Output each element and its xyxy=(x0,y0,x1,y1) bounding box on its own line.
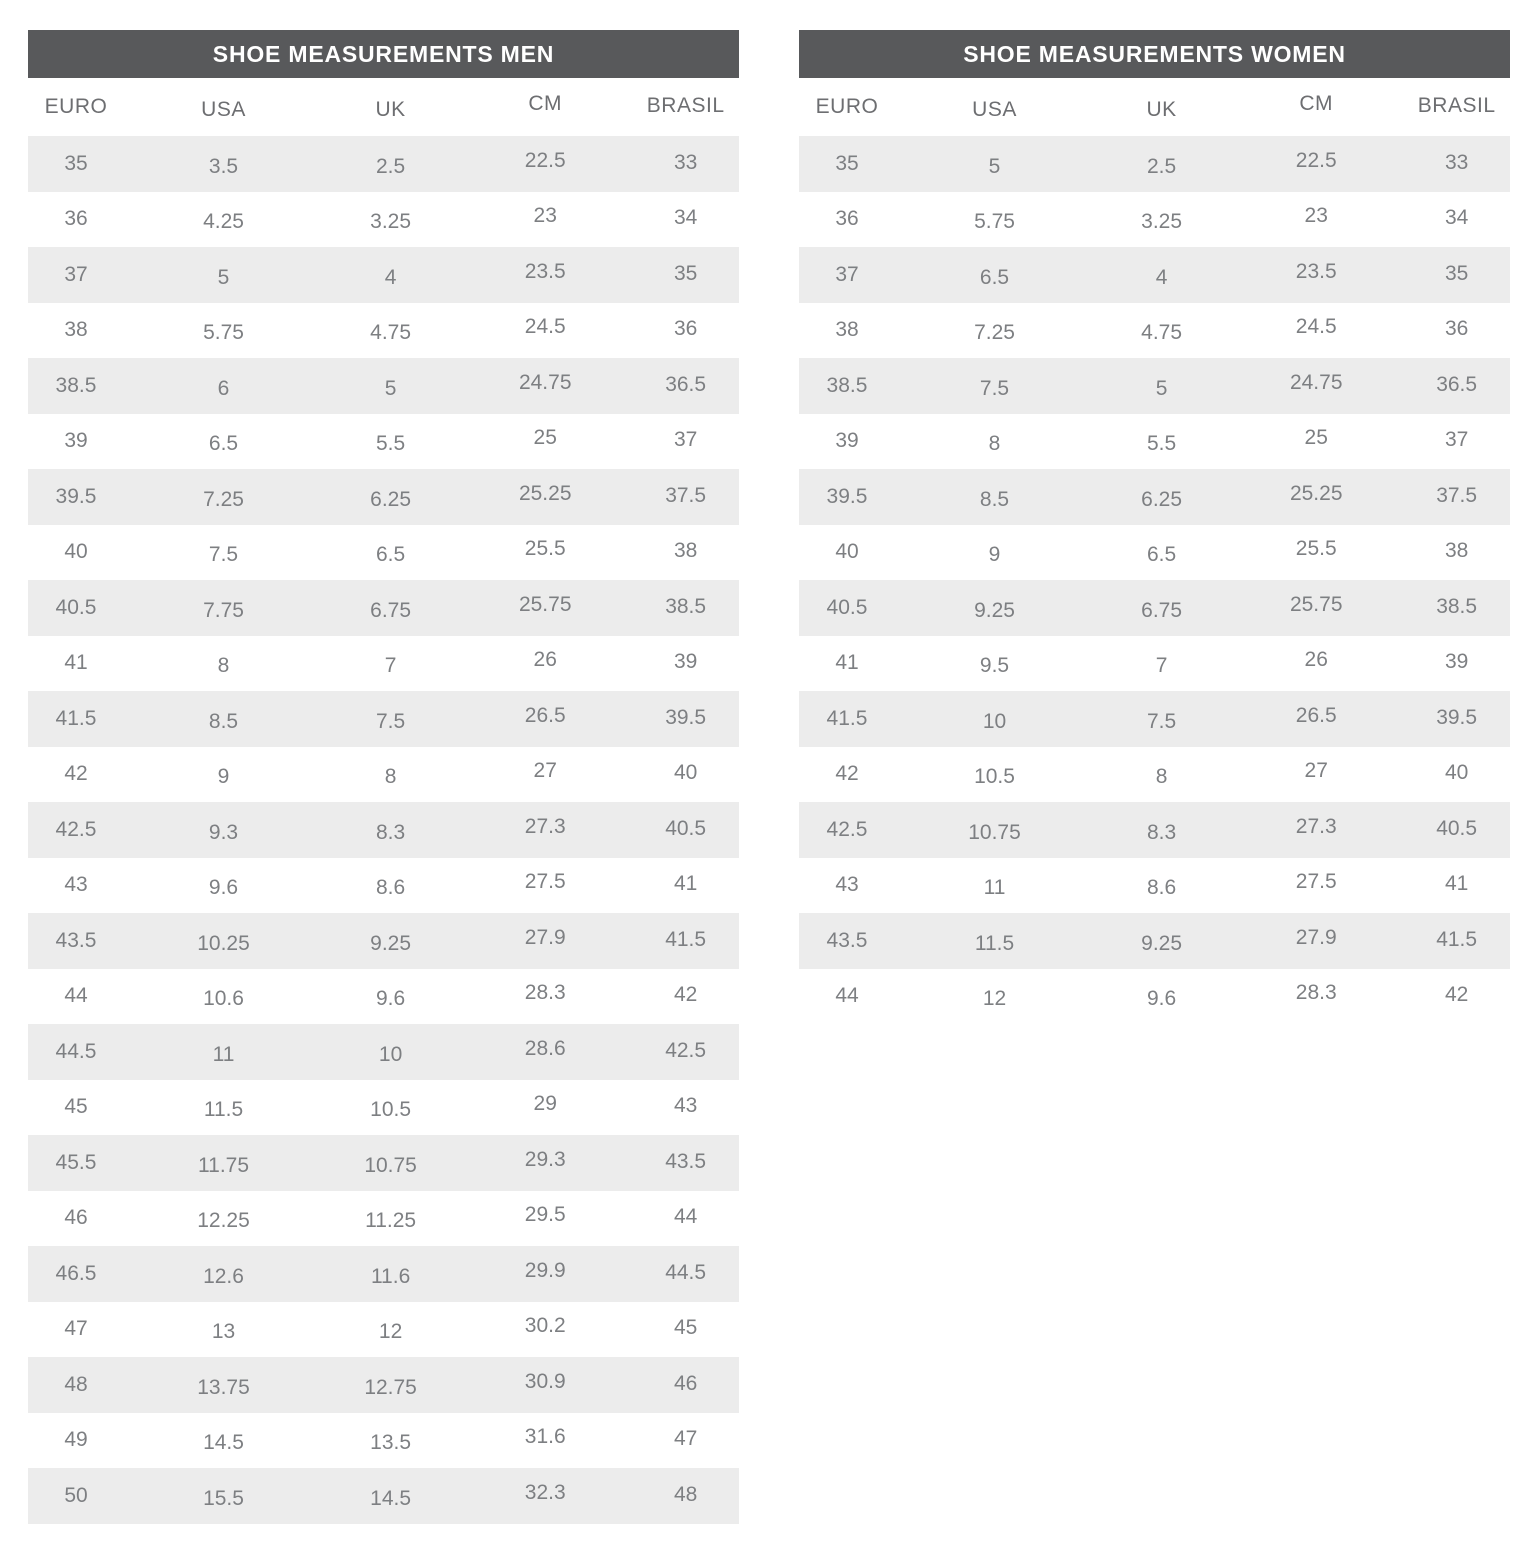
size-cell: 12 xyxy=(378,1320,403,1344)
size-cell: 27.5 xyxy=(524,870,566,894)
size-cell: 8 xyxy=(1155,765,1168,789)
size-cell: 6.5 xyxy=(1147,543,1177,567)
size-cell: 39.5 xyxy=(1436,705,1478,729)
table-body xyxy=(799,136,1510,1024)
size-cell: 9 xyxy=(988,543,1001,567)
column-header-uk: UK xyxy=(1146,98,1177,121)
size-cell: 10.75 xyxy=(364,1153,417,1177)
size-cell: 24.5 xyxy=(524,315,566,339)
table-row xyxy=(28,969,739,1025)
table-row xyxy=(28,747,739,803)
size-cell: 27.9 xyxy=(1295,925,1337,949)
size-cell: 5 xyxy=(217,265,230,289)
size-cell: 25.75 xyxy=(518,592,572,616)
size-cell: 38.5 xyxy=(55,373,97,397)
size-cell: 44 xyxy=(673,1205,698,1229)
size-cell: 26.5 xyxy=(524,703,566,727)
size-cell: 35 xyxy=(1444,261,1469,285)
size-cell: 8.3 xyxy=(1147,820,1177,844)
size-cell: 4.25 xyxy=(203,210,244,234)
size-cell: 43 xyxy=(835,873,859,897)
size-cell: 41 xyxy=(1444,872,1469,896)
size-cell: 27.3 xyxy=(524,814,566,838)
size-cell: 9.25 xyxy=(370,931,412,955)
size-cell: 27 xyxy=(1304,759,1328,783)
size-cell: 26.5 xyxy=(1295,703,1337,727)
men-size-table xyxy=(28,30,739,1524)
table-row xyxy=(799,525,1510,581)
women-table-title-bar xyxy=(799,30,1510,78)
table-row xyxy=(28,136,739,192)
table-row xyxy=(28,1191,739,1247)
table-row xyxy=(799,747,1510,803)
size-cell: 40 xyxy=(64,540,88,564)
size-cell: 24.75 xyxy=(518,370,572,394)
size-cell: 6.5 xyxy=(208,432,239,456)
table-row xyxy=(28,192,739,248)
table-row xyxy=(28,1468,739,1524)
size-cell: 4.75 xyxy=(370,321,412,345)
size-cell: 38.5 xyxy=(665,594,707,618)
size-cell: 11.25 xyxy=(365,1209,417,1233)
size-cell: 43.5 xyxy=(55,928,97,952)
table-row xyxy=(799,358,1510,414)
table-title: SHOE MEASUREMENTS WOMEN xyxy=(963,40,1346,67)
size-cell: 9 xyxy=(217,765,230,789)
size-cell: 25.25 xyxy=(518,481,572,505)
size-cell: 9.6 xyxy=(208,876,239,900)
size-cell: 5.75 xyxy=(203,321,244,345)
size-cell: 29.9 xyxy=(524,1258,566,1282)
size-cell: 12 xyxy=(982,987,1007,1011)
size-cell: 9.3 xyxy=(208,820,239,844)
size-cell: 10.5 xyxy=(974,765,1015,789)
size-cell: 39.5 xyxy=(55,484,97,508)
size-cell: 43.5 xyxy=(665,1149,707,1173)
size-cell: 44 xyxy=(64,984,88,1008)
column-header-brasil: BRASIL xyxy=(1417,94,1496,117)
size-cell: 43.5 xyxy=(826,928,868,952)
size-cell: 41 xyxy=(835,651,859,675)
table-row xyxy=(799,136,1510,192)
women-size-table xyxy=(799,30,1510,1524)
size-cell: 40 xyxy=(1444,761,1469,785)
size-cell: 7.5 xyxy=(979,376,1010,400)
size-cell: 48 xyxy=(673,1482,698,1506)
size-cell: 34 xyxy=(673,206,698,230)
table-row xyxy=(28,303,739,359)
size-cell: 45 xyxy=(64,1095,88,1119)
table-row xyxy=(28,247,739,303)
size-cell: 38 xyxy=(64,318,88,342)
size-cell: 23 xyxy=(1304,204,1328,228)
size-cell: 42 xyxy=(64,762,88,786)
size-cell: 22.5 xyxy=(1295,148,1337,172)
size-cell: 48 xyxy=(64,1372,88,1396)
size-cell: 13.5 xyxy=(370,1431,412,1455)
size-cell: 7.5 xyxy=(376,709,406,733)
size-cell: 24.5 xyxy=(1295,315,1337,339)
size-cell: 45 xyxy=(673,1316,698,1340)
size-cell: 33 xyxy=(1444,150,1469,174)
size-cell: 29 xyxy=(533,1092,557,1116)
men-table-title-bar xyxy=(28,30,739,78)
size-cell: 28.6 xyxy=(524,1036,566,1060)
table-row xyxy=(28,1357,739,1413)
table-row xyxy=(28,580,739,636)
size-cell: 38 xyxy=(1444,539,1469,563)
size-cell: 31.6 xyxy=(524,1425,566,1449)
size-cell: 49 xyxy=(64,1428,88,1452)
size-cell: 42 xyxy=(835,762,859,786)
size-cell: 23.5 xyxy=(524,259,566,283)
size-cell: 8.6 xyxy=(1147,876,1177,900)
size-cell: 40.5 xyxy=(665,816,707,840)
size-cell: 37.5 xyxy=(665,483,707,507)
table-row xyxy=(28,414,739,470)
size-cell: 38.5 xyxy=(826,373,868,397)
size-cell: 38.5 xyxy=(1436,594,1478,618)
table-row xyxy=(28,525,739,581)
table-body xyxy=(28,136,739,1524)
size-cell: 13 xyxy=(211,1320,236,1344)
column-header-uk: UK xyxy=(375,98,406,121)
size-cell: 42.5 xyxy=(826,817,868,841)
table-row xyxy=(799,802,1510,858)
column-header-euro: EURO xyxy=(815,95,879,118)
column-header-usa: USA xyxy=(201,98,246,121)
size-cell: 34 xyxy=(1444,206,1469,230)
size-cell: 7.25 xyxy=(203,487,244,511)
table-row xyxy=(28,1302,739,1358)
size-cell: 11 xyxy=(212,1042,235,1066)
size-cell: 10.75 xyxy=(968,820,1021,844)
size-cell: 43 xyxy=(64,873,88,897)
size-cell: 41.5 xyxy=(826,706,868,730)
size-cell: 44.5 xyxy=(665,1260,707,1284)
size-cell: 4 xyxy=(1155,265,1168,289)
size-cell: 10 xyxy=(378,1042,403,1066)
size-cell: 37 xyxy=(64,262,88,286)
size-cell: 2.5 xyxy=(376,154,406,178)
size-cell: 41 xyxy=(64,651,88,675)
size-cell: 44.5 xyxy=(55,1039,97,1063)
size-cell: 30.2 xyxy=(524,1314,566,1338)
size-cell: 9.25 xyxy=(1141,931,1183,955)
size-cell: 46.5 xyxy=(55,1261,97,1285)
size-cell: 5 xyxy=(988,154,1001,178)
size-cell: 11.5 xyxy=(203,1098,244,1122)
size-cell: 5 xyxy=(1155,376,1168,400)
table-row xyxy=(28,691,739,747)
size-cell: 5.75 xyxy=(974,210,1015,234)
size-cell: 7 xyxy=(384,654,397,678)
column-header-row xyxy=(28,78,739,136)
size-cell: 3.25 xyxy=(1141,210,1183,234)
size-cell: 32.3 xyxy=(524,1480,566,1504)
size-cell: 44 xyxy=(835,984,859,1008)
size-cell: 23 xyxy=(533,204,557,228)
table-row xyxy=(28,913,739,969)
size-cell: 28.3 xyxy=(1295,981,1337,1005)
size-cell: 47 xyxy=(673,1427,698,1451)
size-cell: 42 xyxy=(673,983,698,1007)
size-cell: 39 xyxy=(673,650,698,674)
size-cell: 46 xyxy=(673,1371,698,1395)
size-cell: 25.5 xyxy=(524,537,566,561)
size-cell: 25.25 xyxy=(1289,481,1343,505)
size-cell: 27.5 xyxy=(1295,870,1337,894)
size-cell: 8 xyxy=(384,765,397,789)
size-cell: 12.75 xyxy=(364,1375,417,1399)
size-cell: 5.5 xyxy=(376,432,406,456)
column-header-row xyxy=(799,78,1510,136)
size-cell: 37 xyxy=(673,428,698,452)
table-row xyxy=(799,469,1510,525)
size-cell: 36 xyxy=(673,317,698,341)
size-cell: 40.5 xyxy=(1436,816,1478,840)
size-cell: 4.75 xyxy=(1141,321,1183,345)
size-cell: 13.75 xyxy=(197,1375,250,1399)
size-cell: 36.5 xyxy=(665,372,707,396)
size-cell: 7 xyxy=(1155,654,1168,678)
size-cell: 40.5 xyxy=(826,595,868,619)
size-cell: 25 xyxy=(1304,426,1328,450)
size-cell: 37 xyxy=(1444,428,1469,452)
table-row xyxy=(28,802,739,858)
size-cell: 4 xyxy=(384,265,397,289)
size-cell: 8 xyxy=(988,432,1001,456)
size-cell: 6 xyxy=(217,376,230,400)
size-cell: 39.5 xyxy=(826,484,868,508)
table-row xyxy=(28,1413,739,1469)
table-row xyxy=(28,469,739,525)
size-cell: 12.6 xyxy=(203,1264,244,1288)
size-cell: 8.6 xyxy=(376,876,406,900)
size-cell: 5.5 xyxy=(1147,432,1177,456)
size-cell: 36 xyxy=(64,207,88,231)
table-row xyxy=(799,192,1510,248)
size-cell: 9.25 xyxy=(974,598,1015,622)
table-row xyxy=(799,913,1510,969)
size-cell: 2.5 xyxy=(1147,154,1177,178)
size-cell: 42.5 xyxy=(665,1038,707,1062)
size-cell: 27.9 xyxy=(524,925,566,949)
table-row xyxy=(799,247,1510,303)
size-cell: 42 xyxy=(1444,983,1469,1007)
size-cell: 11.5 xyxy=(974,931,1015,955)
size-cell: 25.5 xyxy=(1295,537,1337,561)
size-cell: 14.5 xyxy=(370,1486,412,1510)
size-cell: 27.3 xyxy=(1295,814,1337,838)
size-cell: 38 xyxy=(673,539,698,563)
size-cell: 11.75 xyxy=(198,1153,250,1177)
size-cell: 3.5 xyxy=(208,154,239,178)
size-cell: 7.5 xyxy=(1147,709,1177,733)
table-row xyxy=(28,1246,739,1302)
size-cell: 39 xyxy=(1444,650,1469,674)
size-cell: 22.5 xyxy=(524,148,566,172)
size-cell: 37.5 xyxy=(1436,483,1478,507)
size-cell: 40 xyxy=(673,761,698,785)
size-cell: 39.5 xyxy=(665,705,707,729)
size-cell: 50 xyxy=(64,1483,88,1507)
size-cell: 5 xyxy=(384,376,397,400)
size-cell: 8.5 xyxy=(979,487,1010,511)
size-cell: 10.5 xyxy=(370,1098,412,1122)
size-cell: 26 xyxy=(533,648,557,672)
size-cell: 6.5 xyxy=(979,265,1010,289)
table-row xyxy=(799,636,1510,692)
size-cell: 3.25 xyxy=(370,210,412,234)
table-row xyxy=(799,303,1510,359)
size-cell: 6.25 xyxy=(1141,487,1183,511)
size-cell: 30.9 xyxy=(524,1369,566,1393)
size-cell: 43 xyxy=(673,1094,698,1118)
column-header-usa: USA xyxy=(972,98,1017,121)
table-row xyxy=(799,969,1510,1025)
table-row xyxy=(28,1080,739,1136)
size-cell: 39 xyxy=(835,429,859,453)
size-cell: 29.5 xyxy=(524,1203,566,1227)
size-cell: 11 xyxy=(983,876,1006,900)
table-title: SHOE MEASUREMENTS MEN xyxy=(212,40,555,67)
size-cell: 40.5 xyxy=(55,595,97,619)
size-cell: 36.5 xyxy=(1436,372,1478,396)
table-row xyxy=(28,1135,739,1191)
table-row xyxy=(799,580,1510,636)
column-header-brasil: BRASIL xyxy=(646,94,725,117)
size-cell: 33 xyxy=(673,150,698,174)
size-cell: 36 xyxy=(835,207,859,231)
size-cell: 41.5 xyxy=(665,927,707,951)
size-cell: 7.75 xyxy=(203,598,244,622)
size-cell: 45.5 xyxy=(55,1150,97,1174)
size-cell: 37 xyxy=(835,262,859,286)
size-cell: 7.25 xyxy=(974,321,1015,345)
size-cell: 25.75 xyxy=(1289,592,1343,616)
size-cell: 38 xyxy=(835,318,859,342)
size-cell: 8.5 xyxy=(208,709,239,733)
size-cell: 47 xyxy=(64,1317,88,1341)
table-row xyxy=(28,636,739,692)
size-cell: 6.75 xyxy=(370,598,412,622)
size-cell: 35 xyxy=(673,261,698,285)
size-cell: 46 xyxy=(64,1206,88,1230)
size-cell: 10.6 xyxy=(203,987,244,1011)
size-cell: 39 xyxy=(64,429,88,453)
size-cell: 12.25 xyxy=(197,1209,250,1233)
size-cell: 41.5 xyxy=(55,706,97,730)
size-cell: 8.3 xyxy=(376,820,406,844)
size-cell: 41 xyxy=(673,872,698,896)
size-cell: 6.5 xyxy=(376,543,406,567)
size-cell: 9.6 xyxy=(1147,987,1177,1011)
size-cell: 10.25 xyxy=(197,931,250,955)
table-row xyxy=(28,358,739,414)
size-cell: 14.5 xyxy=(203,1431,244,1455)
size-cell: 8 xyxy=(217,654,230,678)
size-cell: 11.6 xyxy=(370,1264,411,1288)
size-cell: 6.25 xyxy=(370,487,412,511)
table-row xyxy=(799,858,1510,914)
size-cell: 25 xyxy=(533,426,557,450)
size-cell: 41.5 xyxy=(1436,927,1478,951)
size-cell: 10 xyxy=(982,709,1007,733)
size-cell: 9.6 xyxy=(376,987,406,1011)
size-cell: 35 xyxy=(835,151,859,175)
size-cell: 27 xyxy=(533,759,557,783)
size-cell: 35 xyxy=(64,151,88,175)
size-cell: 23.5 xyxy=(1295,259,1337,283)
table-row xyxy=(28,1024,739,1080)
table-row xyxy=(799,414,1510,470)
column-header-cm: CM xyxy=(1299,92,1334,115)
column-header-euro: EURO xyxy=(44,95,108,118)
size-cell: 9.5 xyxy=(979,654,1010,678)
size-cell: 15.5 xyxy=(203,1486,244,1510)
size-cell: 6.75 xyxy=(1141,598,1183,622)
size-cell: 24.75 xyxy=(1289,370,1343,394)
size-cell: 29.3 xyxy=(524,1147,566,1171)
size-cell: 40 xyxy=(835,540,859,564)
size-cell: 7.5 xyxy=(208,543,239,567)
size-cell: 36 xyxy=(1444,317,1469,341)
column-header-cm: CM xyxy=(528,92,563,115)
size-cell: 42.5 xyxy=(55,817,97,841)
table-row xyxy=(28,858,739,914)
size-cell: 28.3 xyxy=(524,981,566,1005)
size-cell: 26 xyxy=(1304,648,1328,672)
table-row xyxy=(799,691,1510,747)
